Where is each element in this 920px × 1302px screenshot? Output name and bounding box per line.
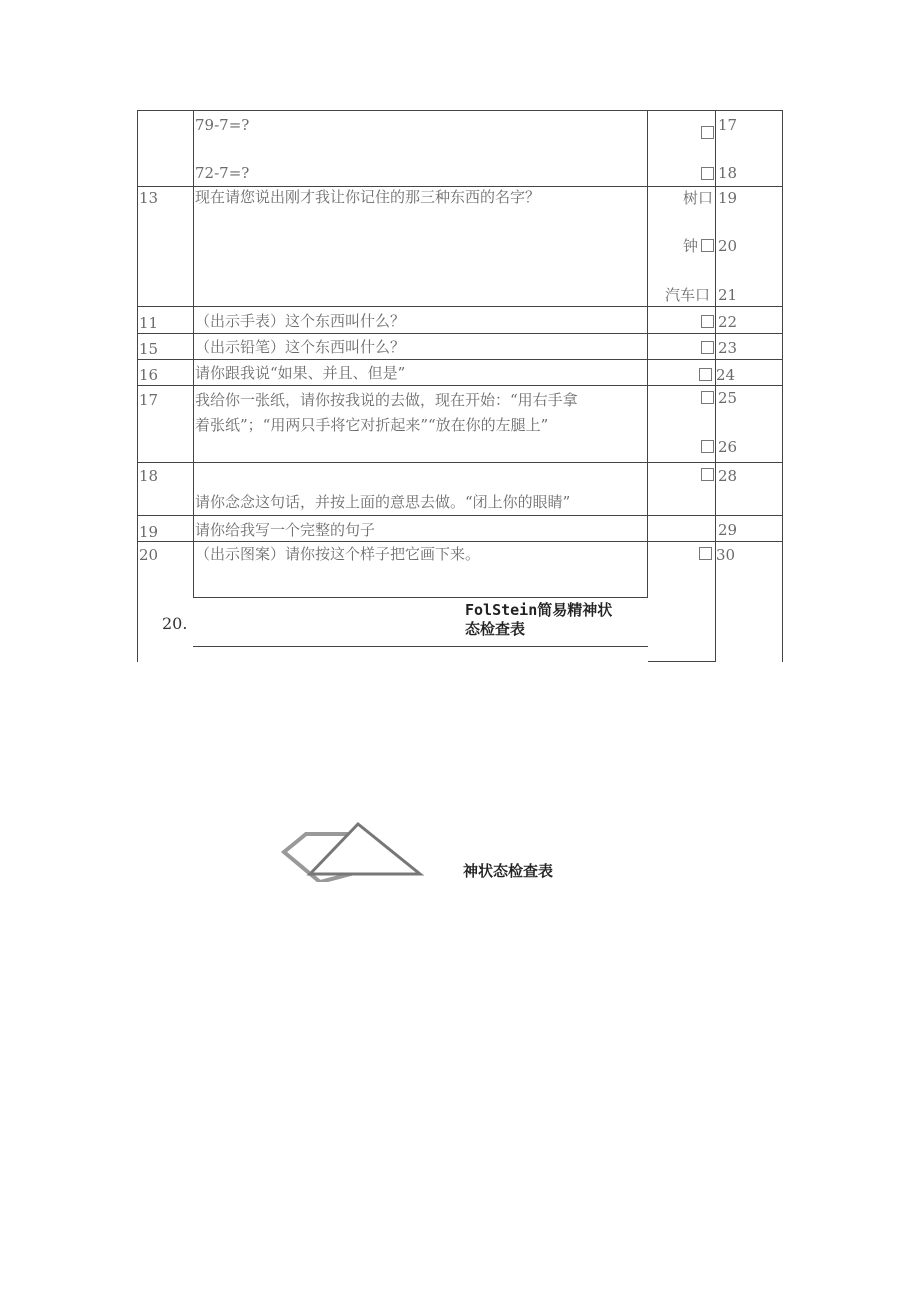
question-text: （出示手表）这个东西叫什么？ xyxy=(195,312,406,330)
checkbox[interactable] xyxy=(701,315,714,328)
overlapping-pentagons-figure xyxy=(262,818,426,888)
question-text: 请你念念这句话，并按上面的意思去做。“闭上你的眼睛” xyxy=(195,493,571,511)
score-number: 24 xyxy=(716,366,736,384)
score-number: 22 xyxy=(718,313,738,331)
recall-option: 树口 xyxy=(683,189,714,207)
score-number: 20 xyxy=(718,237,738,255)
form-title-rest: 简易精神状 xyxy=(537,601,613,619)
checkbox[interactable] xyxy=(699,368,712,381)
recall-option: 钟 xyxy=(683,237,699,255)
item-number: 15 xyxy=(139,340,159,358)
item-number: 20 xyxy=(139,546,159,564)
score-number: 19 xyxy=(718,189,738,207)
checkbox[interactable] xyxy=(701,391,714,404)
item-number: 18 xyxy=(139,467,159,485)
checkbox[interactable] xyxy=(701,167,714,180)
question-text: （出示铅笔）这个东西叫什么？ xyxy=(195,338,406,356)
question-text: 现在请您说出刚才我让你记住的那三种东西的名字？ xyxy=(195,188,541,206)
question-text: 请你给我写一个完整的句子 xyxy=(195,521,376,539)
score-number: 29 xyxy=(718,521,738,539)
score-number: 28 xyxy=(718,467,738,485)
checkbox[interactable] xyxy=(701,468,714,481)
score-number: 26 xyxy=(718,438,738,456)
item-number: 16 xyxy=(139,366,159,384)
item-number: 11 xyxy=(139,314,159,332)
question-text: 我给你一张纸，请你按我说的去做，现在开始：“用右手拿 xyxy=(195,391,578,409)
score-number: 25 xyxy=(718,389,738,407)
checkbox[interactable] xyxy=(701,239,714,252)
checkbox[interactable] xyxy=(699,547,712,560)
score-number: 23 xyxy=(718,339,738,357)
caption: 神状态检查表 xyxy=(463,862,554,880)
item-number: 19 xyxy=(139,523,159,541)
footer-number: 20. xyxy=(162,614,188,633)
question-text: 79-7=? xyxy=(195,116,250,134)
question-text: （出示图案）请你按这个样子把它画下来。 xyxy=(195,545,481,563)
question-text: 72-7=? xyxy=(195,164,250,182)
score-number: 30 xyxy=(716,546,736,564)
checkbox[interactable] xyxy=(701,126,714,139)
form-title-prefix: FolStein xyxy=(465,601,538,619)
form-title-line2: 态检查表 xyxy=(465,620,526,638)
question-text: 着张纸”；“用两只手将它对折起来”“放在你的左腿上” xyxy=(195,416,549,434)
score-number: 21 xyxy=(718,286,738,304)
question-text: 请你跟我说“如果、并且、但是” xyxy=(195,364,406,382)
score-number: 18 xyxy=(718,164,738,182)
recall-option: 汽车口 xyxy=(665,286,711,304)
score-number: 17 xyxy=(718,116,738,134)
form-title xyxy=(465,600,612,620)
checkbox[interactable] xyxy=(701,341,714,354)
item-number: 17 xyxy=(139,391,159,409)
checkbox[interactable] xyxy=(701,440,714,453)
item-number: 13 xyxy=(139,189,159,207)
